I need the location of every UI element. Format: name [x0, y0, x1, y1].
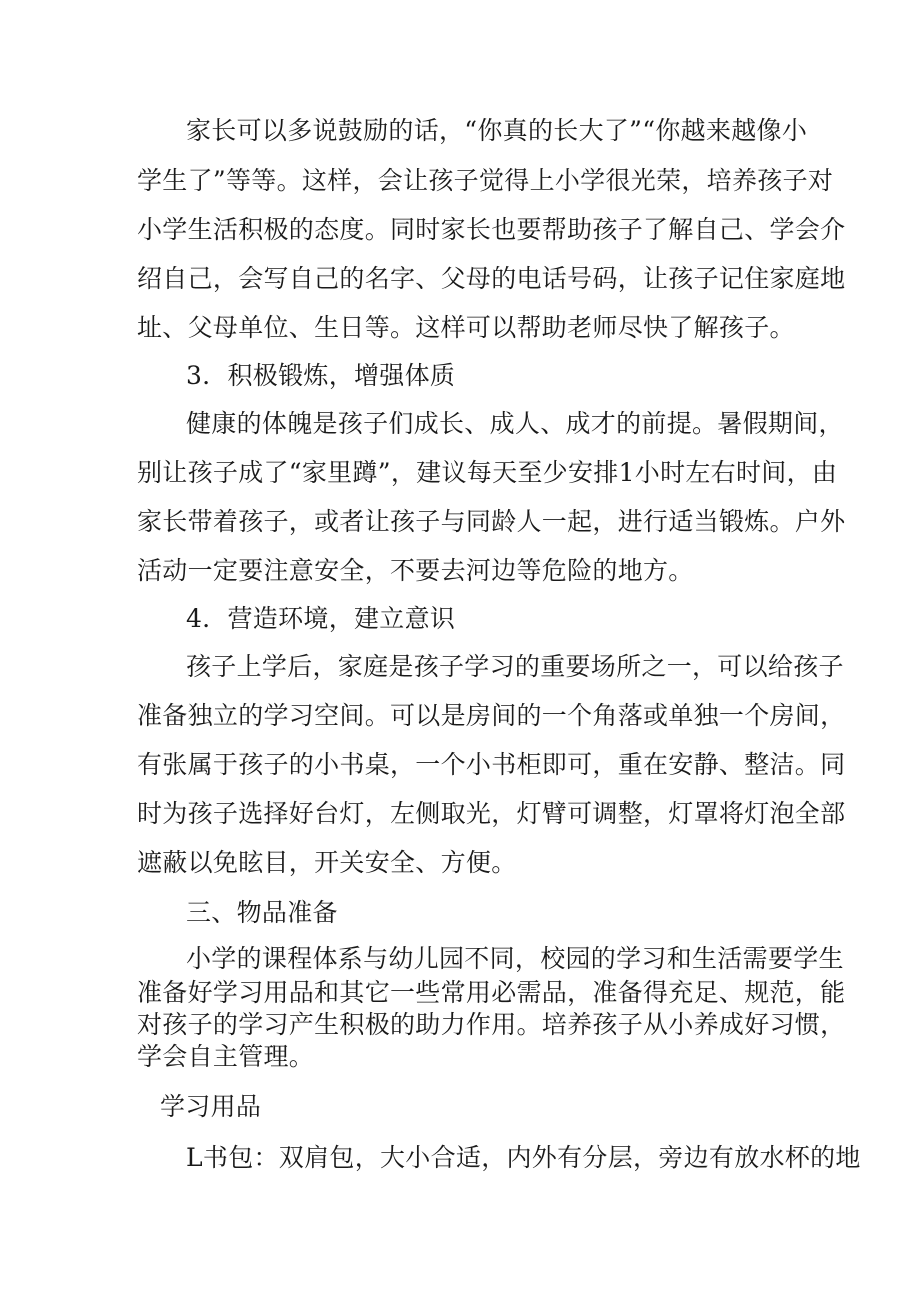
text-line: 对孩子的学习产生积极的助力作用。培养孩子从小养成好习惯，: [137, 1010, 846, 1039]
text-line: 址、父母单位、生日等。这样可以帮助老师尽快了解孩子。: [137, 313, 795, 342]
text-line: 时为孩子选择好台灯，左侧取光，灯臂可调整，灯罩将灯泡全部: [137, 799, 846, 828]
text-line: 别让孩子成了“家里蹲”，建议每天至少安排1小时左右时间，由: [137, 458, 838, 487]
text-line: 有张属于孩子的小书桌，一个小书柜即可，重在安静、整洁。同: [137, 750, 846, 779]
text-line: 孩子上学后，家庭是孩子学习的重要场所之一，可以给孩子: [186, 652, 844, 681]
text-line: 活动一定要注意安全，不要去河边等危险的地方。: [137, 556, 694, 585]
text-line: 小学生活积极的态度。同时家长也要帮助孩子了解自己、学会介: [137, 215, 846, 244]
text-line: 学会自主管理。: [137, 1042, 315, 1071]
text-line: 家长带着孩子，或者让孩子与同龄人一起，进行适当锻炼。户外: [137, 507, 846, 536]
text-line: L书包：双肩包，大小合适，内外有分层，旁边有放水杯的地: [186, 1143, 861, 1172]
section-heading: 4．营造环境，建立意识: [186, 604, 456, 633]
text-line: 健康的体魄是孩子们成长、成人、成才的前提。暑假期间，: [186, 409, 844, 438]
text-line: 绍自己，会写自己的名字、父母的电话号码，让孩子记住家庭地: [137, 264, 846, 293]
text-line: 准备好学习用品和其它一些常用必需品，准备得充足、规范，能: [137, 978, 846, 1007]
text-line: 学生了”等等。这样，会让孩子觉得上小学很光荣，培养孩子对: [137, 166, 834, 195]
section-heading: 三、物品准备: [186, 898, 338, 927]
text-line: 准备独立的学习空间。可以是房间的一个角落或单独一个房间，: [137, 701, 846, 730]
section-heading: 学习用品: [160, 1092, 262, 1121]
text-line: 小学的课程体系与幼儿园不同，校园的学习和生活需要学生: [186, 944, 844, 973]
section-heading: 3．积极锻炼，增强体质: [186, 361, 456, 390]
text-line: 遮蔽以免眩目，开关安全、方便。: [137, 848, 517, 877]
text-line: 家长可以多说鼓励的话，“你真的长大了”“你越来越像小: [186, 116, 808, 145]
